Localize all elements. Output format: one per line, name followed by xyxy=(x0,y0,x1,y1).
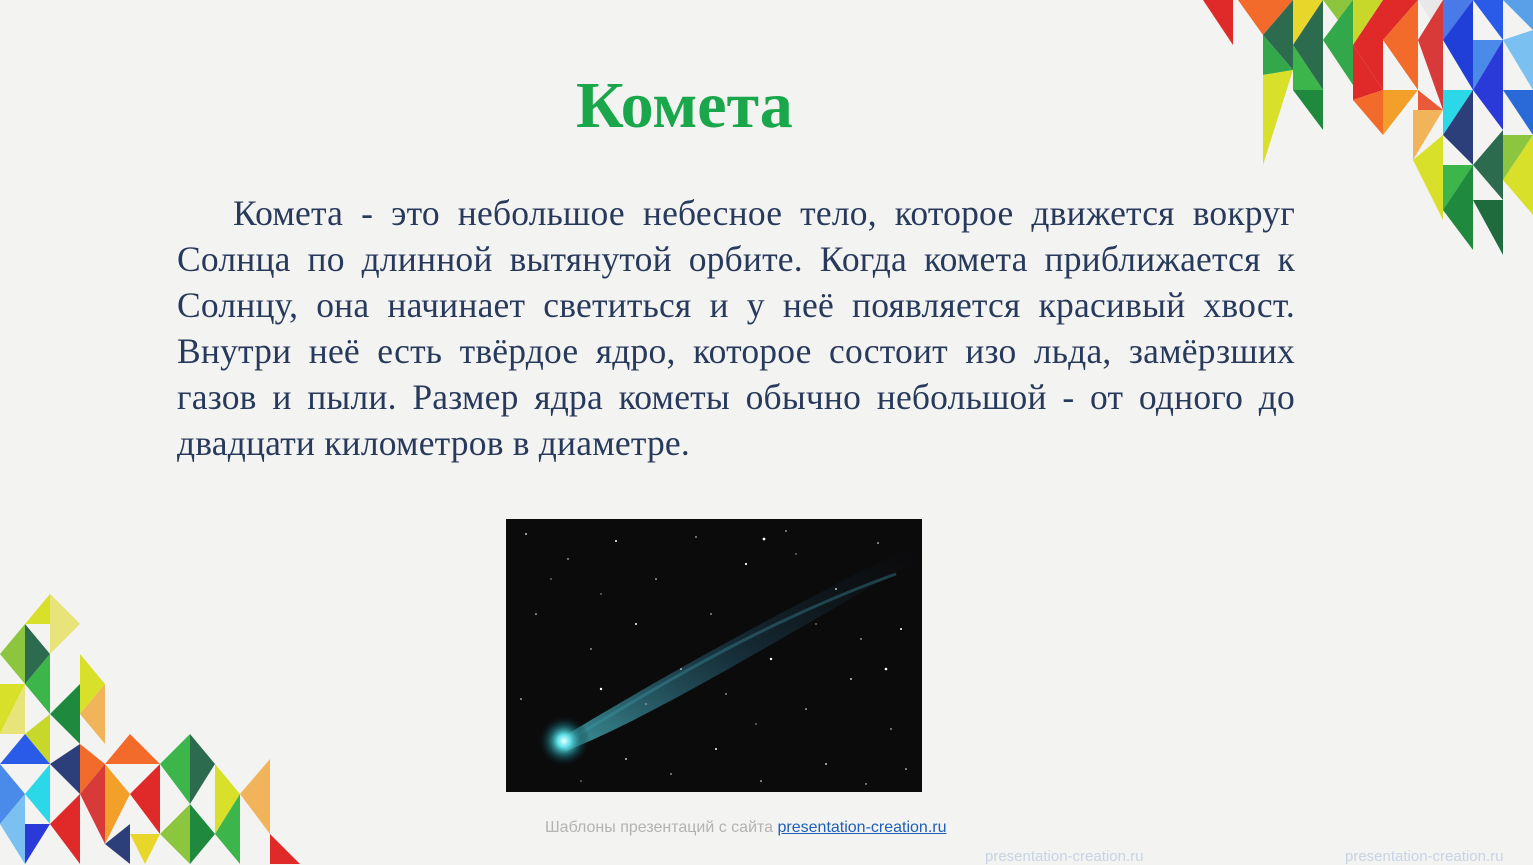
comet-photo-illustration xyxy=(506,519,922,792)
decorative-triangles-bottom-left xyxy=(0,594,320,864)
footer-credit xyxy=(545,819,947,837)
footer-link[interactable]: presentation-creation.ru xyxy=(777,819,947,836)
comet-photo xyxy=(506,519,922,792)
watermark: presentation-creation.ru xyxy=(1345,848,1504,865)
slide-paragraph: Комета - это небольшое небесное тело, которое движется вокруг Солнца по длинной вытянутой орбите. Когда комета приближается к Солнцу, она начинает светиться и у неё появляется красивый хвост. Внутри неё есть твёрдое ядро, которое состоит изо льда, замёрзших газов и пыли. Размер ядра кометы обычно небольшой - от одного до двадцати километров в диаметре. xyxy=(177,193,1295,463)
footer-text: Шаблоны презентаций с сайта xyxy=(545,819,778,836)
watermark: presentation-creation.ru xyxy=(985,848,1144,865)
slide-title: Комета xyxy=(576,69,793,142)
